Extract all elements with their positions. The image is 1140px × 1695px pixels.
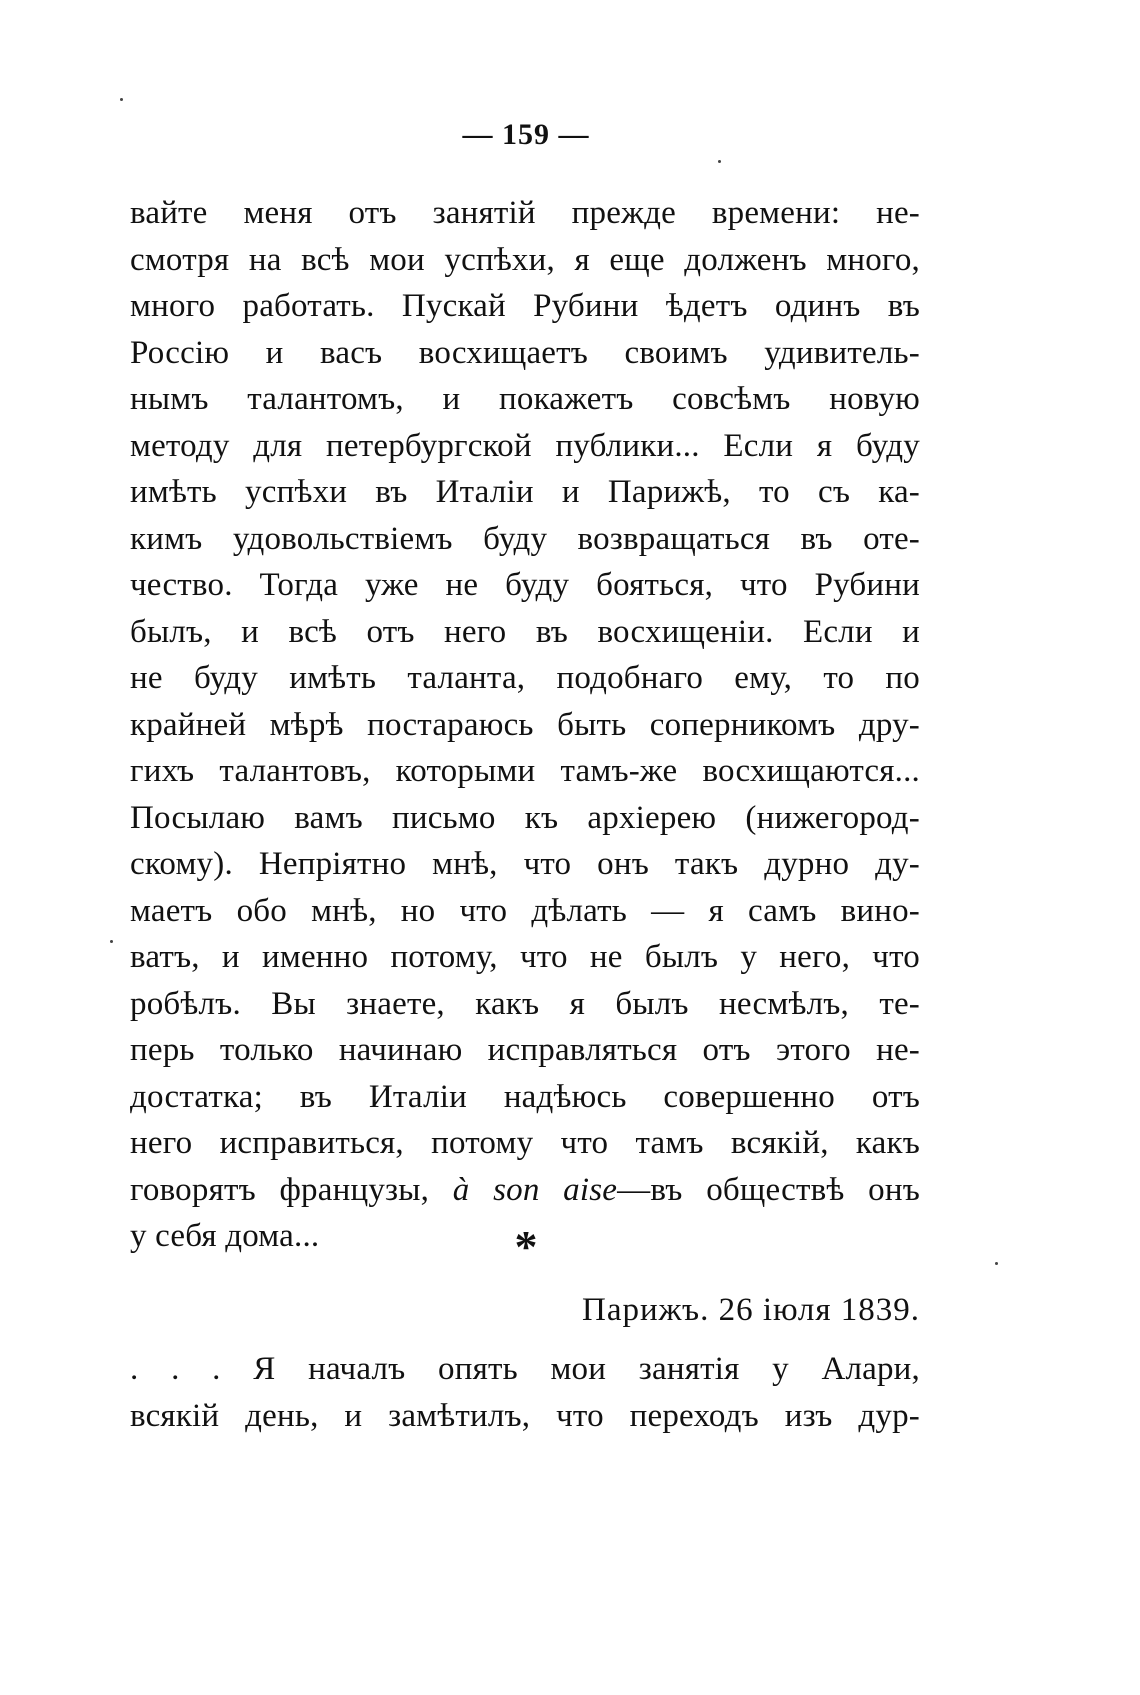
text-line: не буду имѣть таланта, подобнаго ему, то по (130, 660, 920, 696)
text-line: Россію и васъ восхищаетъ своимъ удивитель- (130, 334, 920, 371)
text-line: былъ, и всѣ отъ него въ восхищеніи. Если и (130, 613, 920, 650)
text-line: методу для петербургской публики... Если я буду (130, 427, 920, 464)
text-line: чество. Тогда уже не буду бояться, что Рубини (130, 567, 920, 603)
italic-phrase: à son aise (452, 1171, 618, 1208)
text-line: Посылаю вамъ письмо къ архіерею (нижегород- (130, 799, 920, 836)
text-line: него исправиться, потому что тамъ всякій, какъ (130, 1125, 920, 1161)
text-line: у себя дома... (130, 1218, 320, 1254)
text-line: говорятъ французы, à son aise—въ обществѣ онъ (130, 1171, 920, 1208)
text-line: смотря на всѣ мои успѣхи, я еще долженъ много, (130, 241, 920, 278)
text-line: перь только начинаю исправляться отъ этого не- (130, 1032, 920, 1068)
text-line: кимъ удовольствіемъ буду возвращаться въ оте- (130, 520, 920, 557)
paper-speck (120, 98, 123, 101)
text-line: много работать. Пускай Рубини ѣдетъ одинъ въ (130, 288, 920, 324)
section-divider-asterisk: * (514, 1221, 538, 1272)
paper-speck (718, 160, 721, 163)
text-line: робѣлъ. Вы знаете, какъ я былъ несмѣлъ, те- (130, 985, 920, 1022)
text-line: ватъ, и именно потому, что не былъ у него, что (130, 939, 920, 975)
paper-speck (995, 1262, 998, 1265)
text-line: крайней мѣрѣ постараюсь быть соперникомъ дру- (130, 706, 920, 743)
paper-speck (110, 940, 113, 943)
text-line: гихъ талантовъ, которыми тамъ-же восхищаются... (130, 753, 920, 789)
text-line: скому). Непріятно мнѣ, что онъ такъ дурно ду- (130, 846, 920, 882)
text-line: маетъ обо мнѣ, но что дѣлать — я самъ вино- (130, 892, 920, 929)
letter-dateline: Парижъ. 26 іюля 1839. (582, 1292, 920, 1328)
text-line: . . . Я началъ опять мои занятія у Алари, (130, 1351, 920, 1387)
text-line: достатка; въ Италіи надѣюсь совершенно отъ (130, 1078, 920, 1115)
main-text (130, 190, 920, 1260)
letter-text (130, 1346, 920, 1439)
text-line: всякій день, и замѣтилъ, что переходъ изъ дур- (130, 1397, 920, 1434)
text-line: имѣть успѣхи въ Италіи и Парижѣ, то съ ка- (130, 474, 920, 510)
text-line: нымъ талантомъ, и покажетъ совсѣмъ новую (130, 381, 920, 417)
text-line: вайте меня отъ занятій прежде времени: не- (130, 195, 920, 231)
page-number: — 159 — (462, 118, 590, 151)
